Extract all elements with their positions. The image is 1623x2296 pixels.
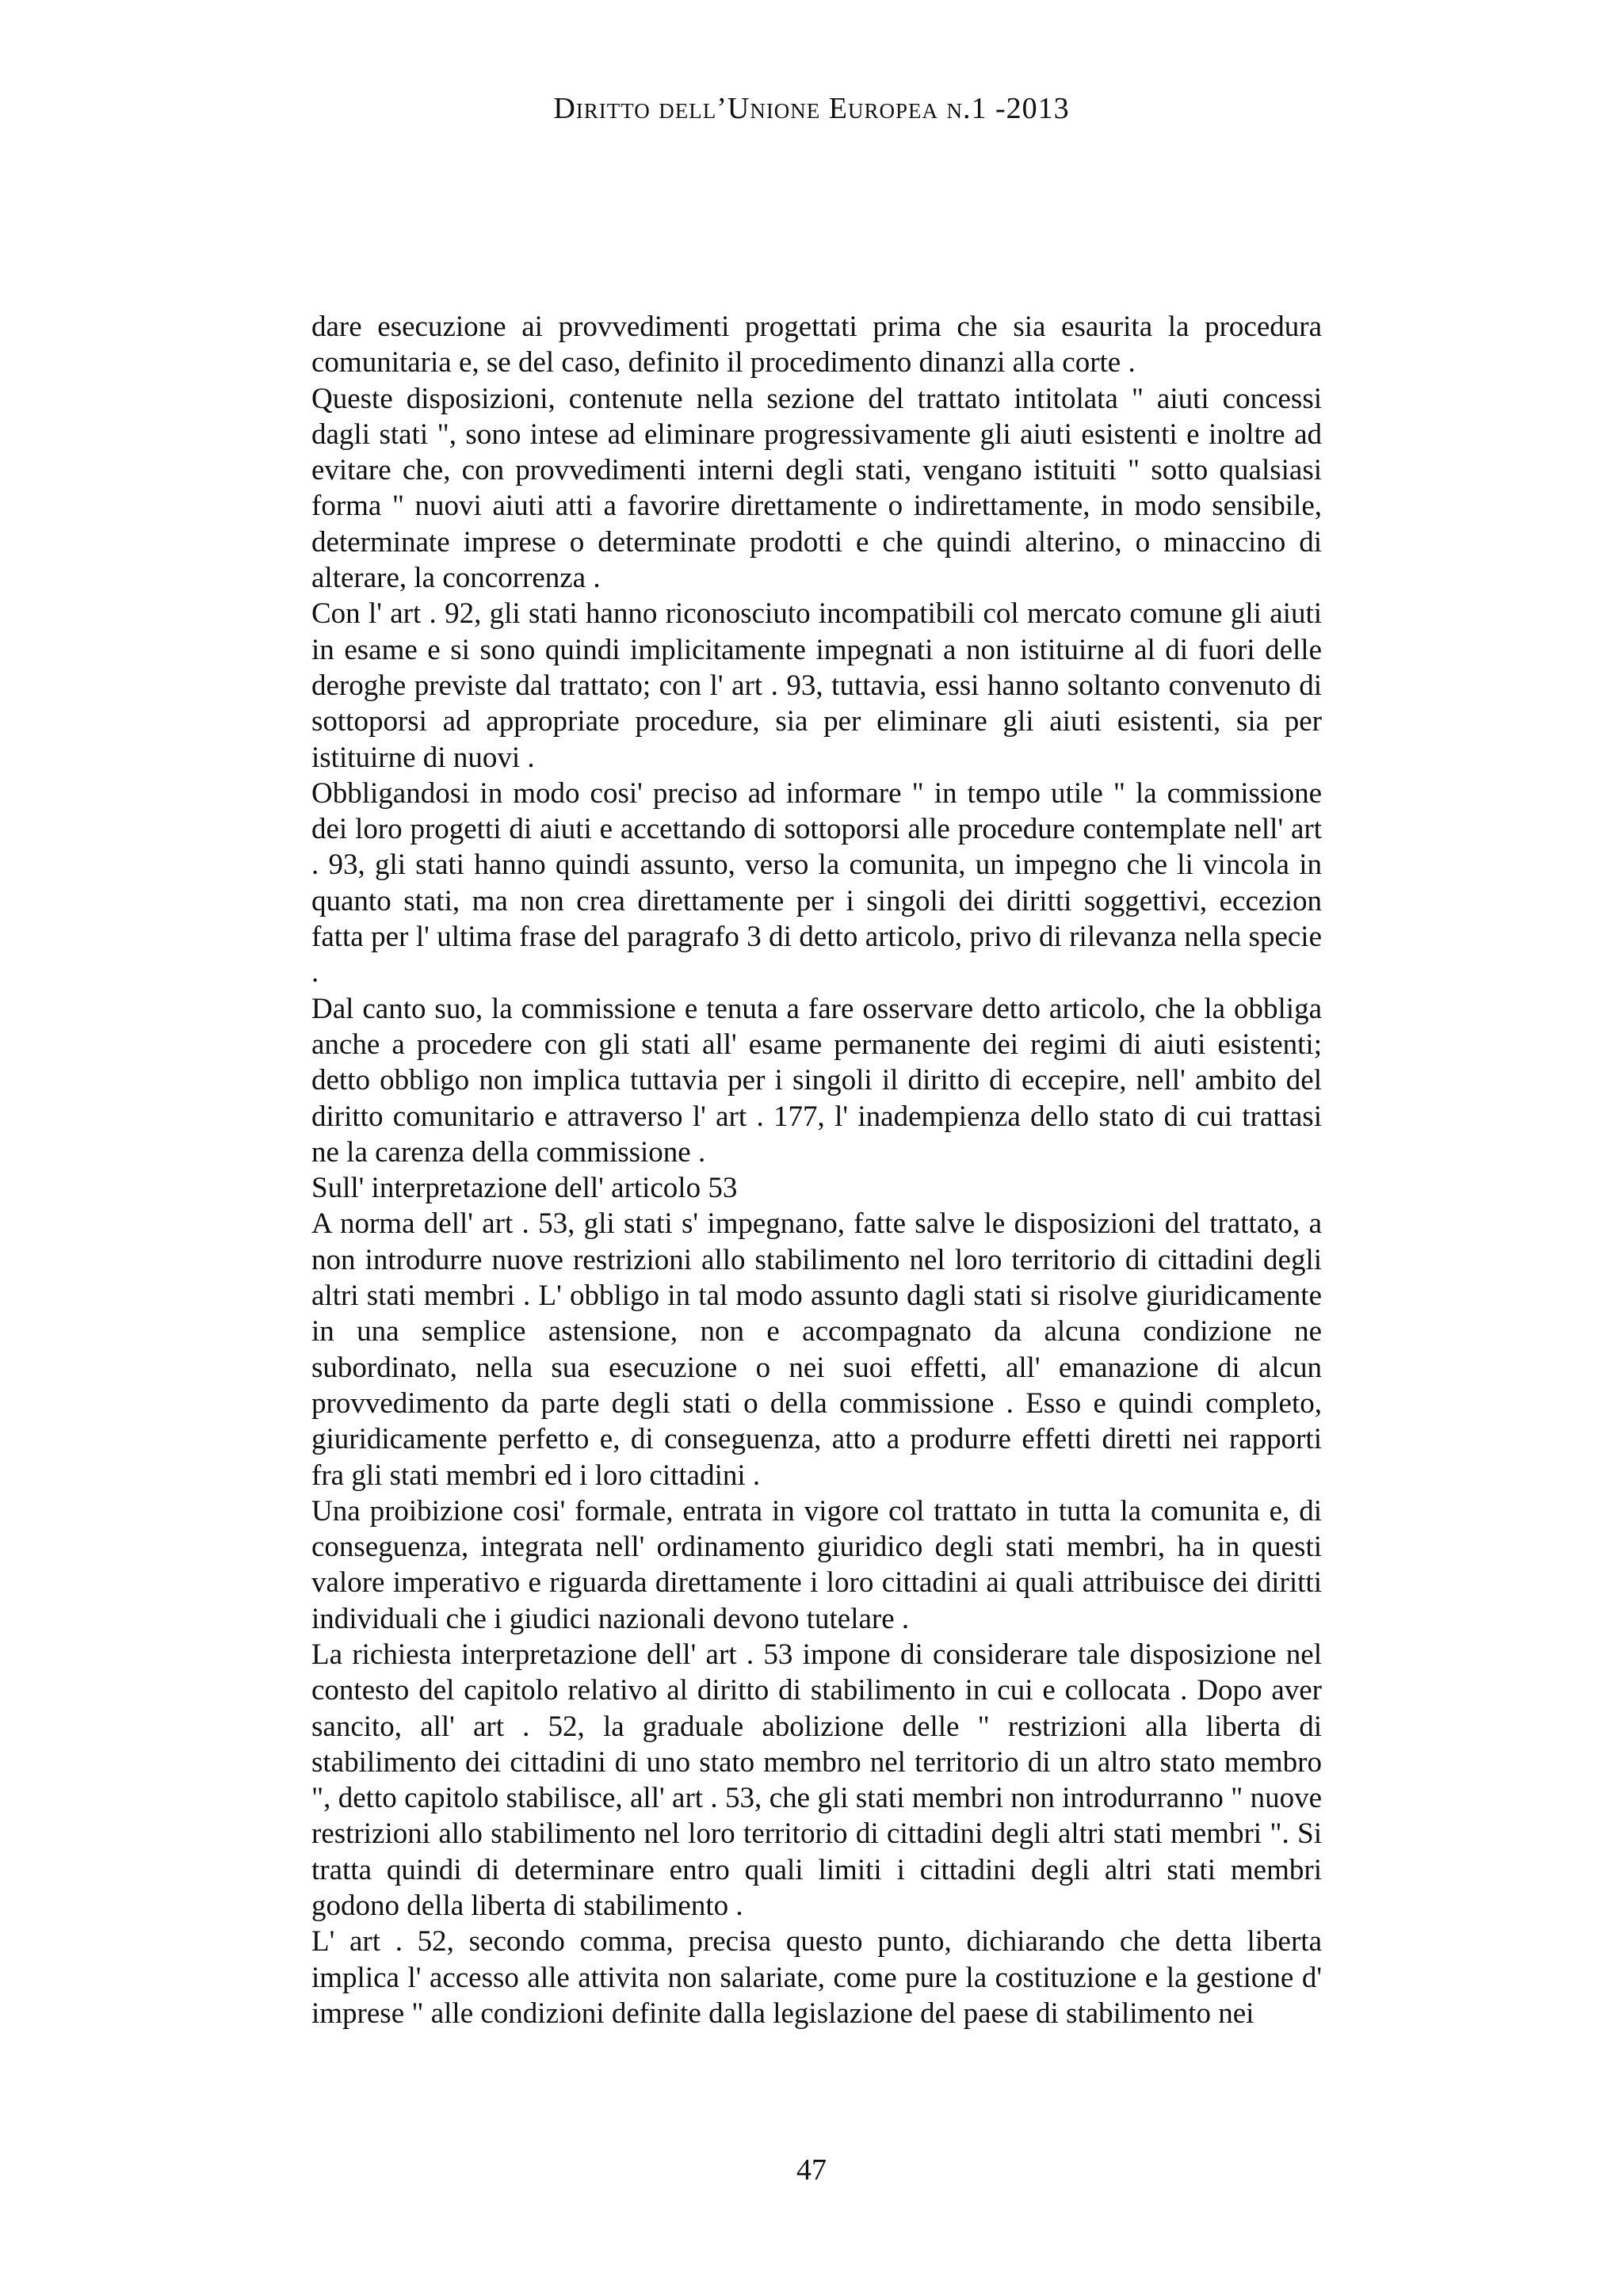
paragraph-7: A norma dell' art . 53, gli stati s' impegnano, fatte salve le disposizioni del trattato, a non introdurre nuove restrizioni allo stabilimento nel loro territorio di cittadini degli altri stati membri . L' obbligo in tal modo assunto dagli stati si risolve giuridicamente in una semplice astensione, non e accompagnato da alcuna condizione ne subordinato, nella sua esecuzione o nei suoi effetti, all' emanazione di alcun provvedimento da parte degli stati o della commissione . Esso e quindi completo, giuridicamente perfetto e, di conseguenza, atto a produrre effetti diretti nei rapporti fra gli stati membri ed i loro cittadini . (311, 1207, 1322, 1492)
section-heading: Sull' interpretazione dell' articolo 53 (311, 1172, 738, 1205)
paragraph-4: Obbligandosi in modo cosi' preciso ad informare " in tempo utile " la commissione dei loro progetti di aiuti e accettando di sottoporsi alle procedure contemplate nell' art . 93, gli stati hanno quindi assunto, verso la comunita, un impegno che li vincola in quanto stati, ma non crea direttamente per i singoli dei diritti soggettivi, eccezion fatta per l' ultima frase del paragrafo 3 di detto articolo, privo di rilevanza nella specie . (311, 776, 1322, 990)
running-header: Diritto dell’Unione Europea n.1 -2013 (553, 92, 1070, 125)
paragraph-8: Una proibizione cosi' formale, entrata in vigore col trattato in tutta la comunita e, di conseguenza, integrata nell' ordinamento giuridico degli stati membri, ha in questi valore imperativo e riguarda direttamente i loro cittadini ai quali attribuisce dei diritti individuali che i giudici nazionali devono tutelare . (311, 1494, 1322, 1635)
paragraph-3: Con l' art . 92, gli stati hanno riconosciuto incompatibili col mercato comune gli aiuti in esame e si sono quindi implicitamente impegnati a non istituirne al di fuori delle deroghe previste dal trattato; con l' art . 93, tuttavia, essi hanno soltanto convenuto di sottoporsi ad appropriate procedure, sia per eliminare gli aiuti esistenti, sia per istituirne di nuovi . (311, 597, 1322, 774)
paragraph-2: Queste disposizioni, contenute nella sezione del trattato intitolata " aiuti concessi dagli stati ", sono intese ad eliminare progressivamente gli aiuti esistenti e inoltre ad evitare che, con provvedimenti interni degli stati, vengano istituiti " sotto qualsiasi forma " nuovi aiuti atti a favorire direttamente o indirettamente, in modo sensibile, determinate imprese o determinate prodotti e che quindi alterino, o minaccino di alterare, la concorrenza . (311, 382, 1322, 595)
body-text (311, 309, 1322, 2031)
paragraph-9: La richiesta interpretazione dell' art . 53 impone di considerare tale disposizione nel contesto del capitolo relativo al diritto di stabilimento in cui e collocata . Dopo aver sancito, all' art . 52, la graduale abolizione delle " restrizioni alla liberta di stabilimento dei cittadini di uno stato membro nel territorio di un altro stato membro ", detto capitolo stabilisce, all' art . 53, che gli stati membri non introdurranno " nuove restrizioni allo stabilimento nel loro territorio di cittadini degli altri stati membri ". Si tratta quindi di determinare entro quali limiti i cittadini degli altri stati membri godono della liberta di stabilimento . (311, 1638, 1322, 1923)
paragraph-1: dare esecuzione ai provvedimenti progettati prima che sia esaurita la procedura comunitaria e, se del caso, definito il procedimento dinanzi alla corte . (311, 311, 1322, 379)
page-number: 47 (796, 2153, 827, 2187)
paragraph-5: Dal canto suo, la commissione e tenuta a fare osservare detto articolo, che la obbliga anche a procedere con gli stati all' esame permanente dei regimi di aiuti esistenti; detto obbligo non implica tuttavia per i singoli il diritto di eccepire, nell' ambito del diritto comunitario e attraverso l' art . 177, l' inadempienza dello stato di cui trattasi ne la carenza della commissione . (311, 992, 1322, 1169)
paragraph-10: L' art . 52, secondo comma, precisa questo punto, dichiarando che detta liberta implica l' accesso alle attivita non salariate, come pure la costituzione e la gestione d' imprese " alle condizioni definite dalla legislazione del paese di stabilimento nei (311, 1925, 1322, 2030)
